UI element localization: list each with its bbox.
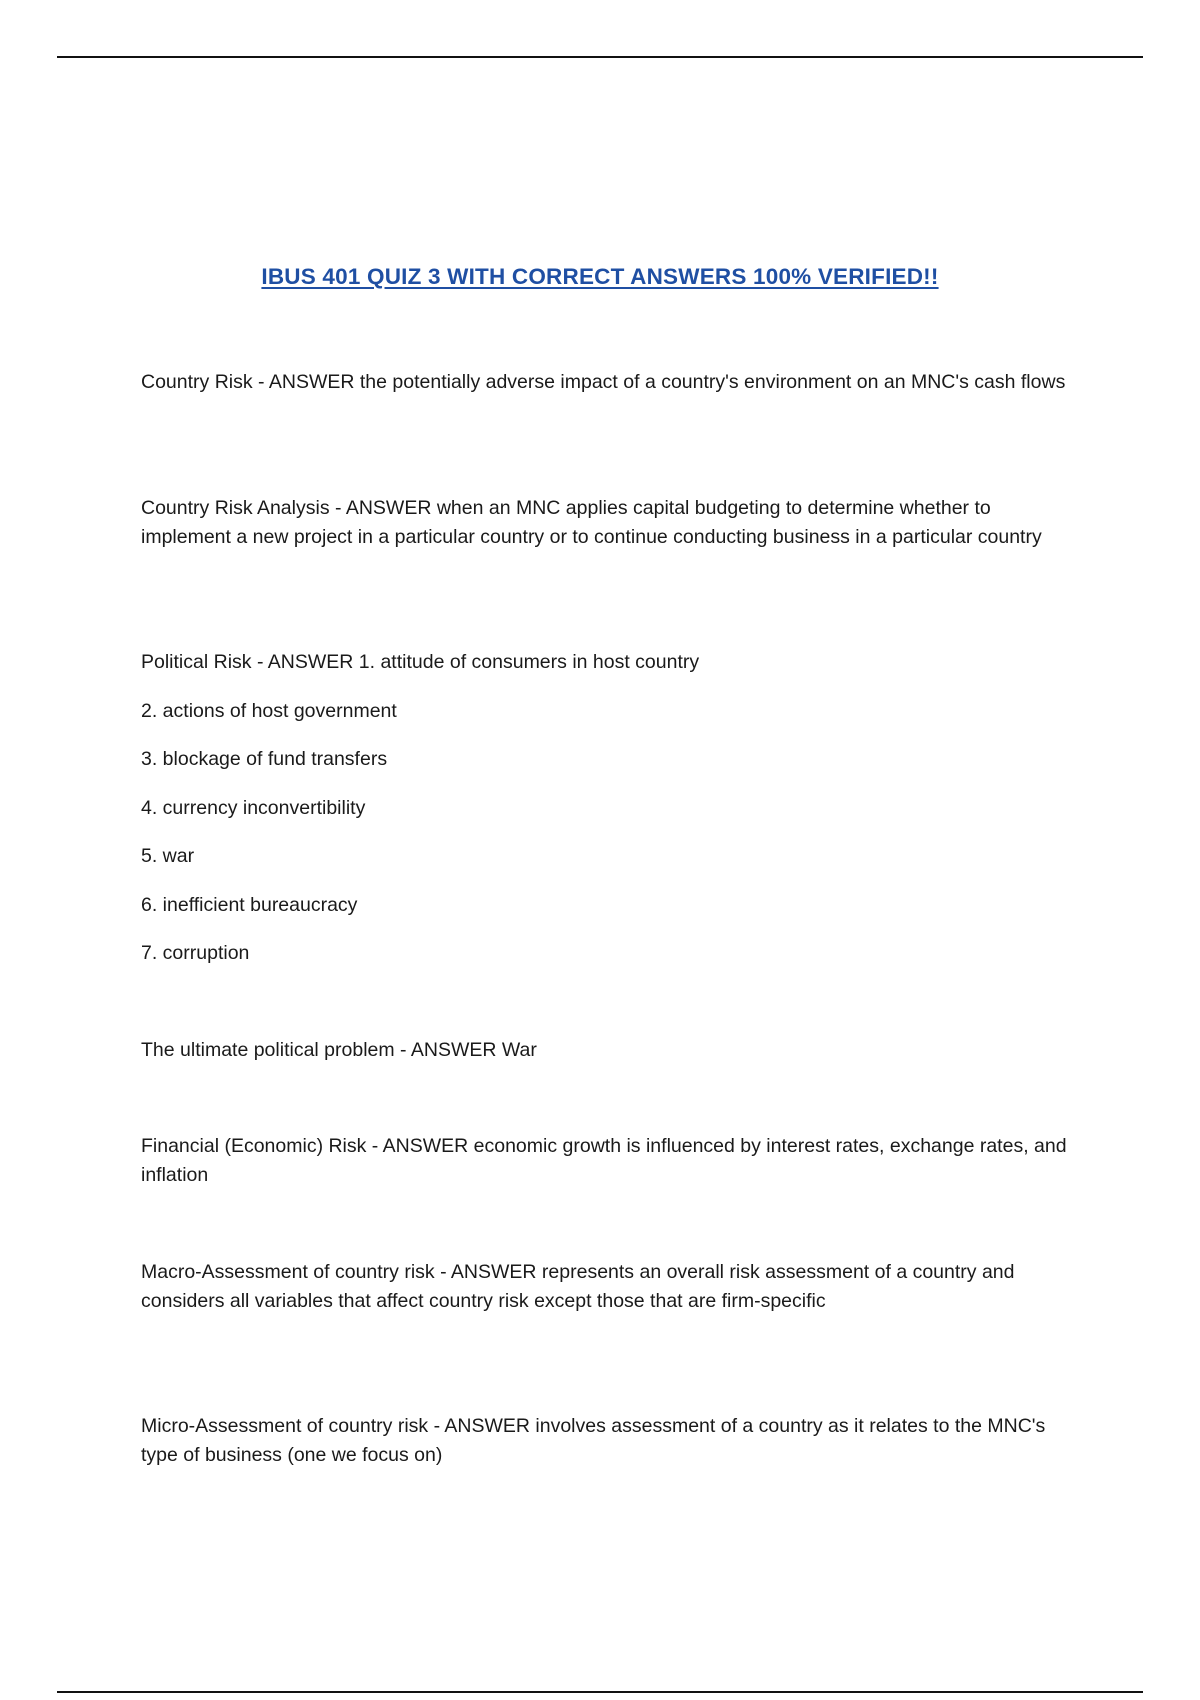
entry-ultimate-political-problem: The ultimate political problem - ANSWER War [141, 1039, 537, 1061]
entry-micro-assessment: Micro-Assessment of country risk - ANSWER involves assessment of a country as it relates to the MNC's type of business (one we focus on) [141, 1415, 1046, 1466]
entry-macro-assessment: Macro-Assessment of country risk - ANSWER represents an overall risk assessment of a country and considers all variables that affect country risk except those that are firm-specific [141, 1261, 1015, 1312]
entry-country-risk-analysis: Country Risk Analysis - ANSWER when an MNC applies capital budgeting to determine whether to implement a new project in a particular country or to continue conducting business in a particular country [141, 497, 1042, 548]
document-title: IBUS 401 QUIZ 3 WITH CORRECT ANSWERS 100% VERIFIED!! [261, 264, 939, 289]
political-risk-item-2: 2. actions of host government [141, 700, 397, 722]
bottom-divider [57, 1691, 1143, 1693]
entry-financial-risk: Financial (Economic) Risk - ANSWER economic growth is influenced by interest rates, exchange rates, and inflation [141, 1135, 1067, 1186]
entry-country-risk: Country Risk - ANSWER the potentially adverse impact of a country's environment on an MNC's cash flows [141, 371, 1066, 393]
political-risk-item-5: 5. war [141, 845, 195, 867]
top-divider [57, 56, 1143, 58]
entry-political-risk: Political Risk - ANSWER 1. attitude of consumers in host country [141, 651, 700, 673]
political-risk-item-3: 3. blockage of fund transfers [141, 748, 388, 770]
political-risk-item-6: 6. inefficient bureaucracy [141, 894, 358, 916]
political-risk-item-4: 4. currency inconvertibility [141, 797, 366, 819]
political-risk-item-7: 7. corruption [141, 942, 250, 964]
